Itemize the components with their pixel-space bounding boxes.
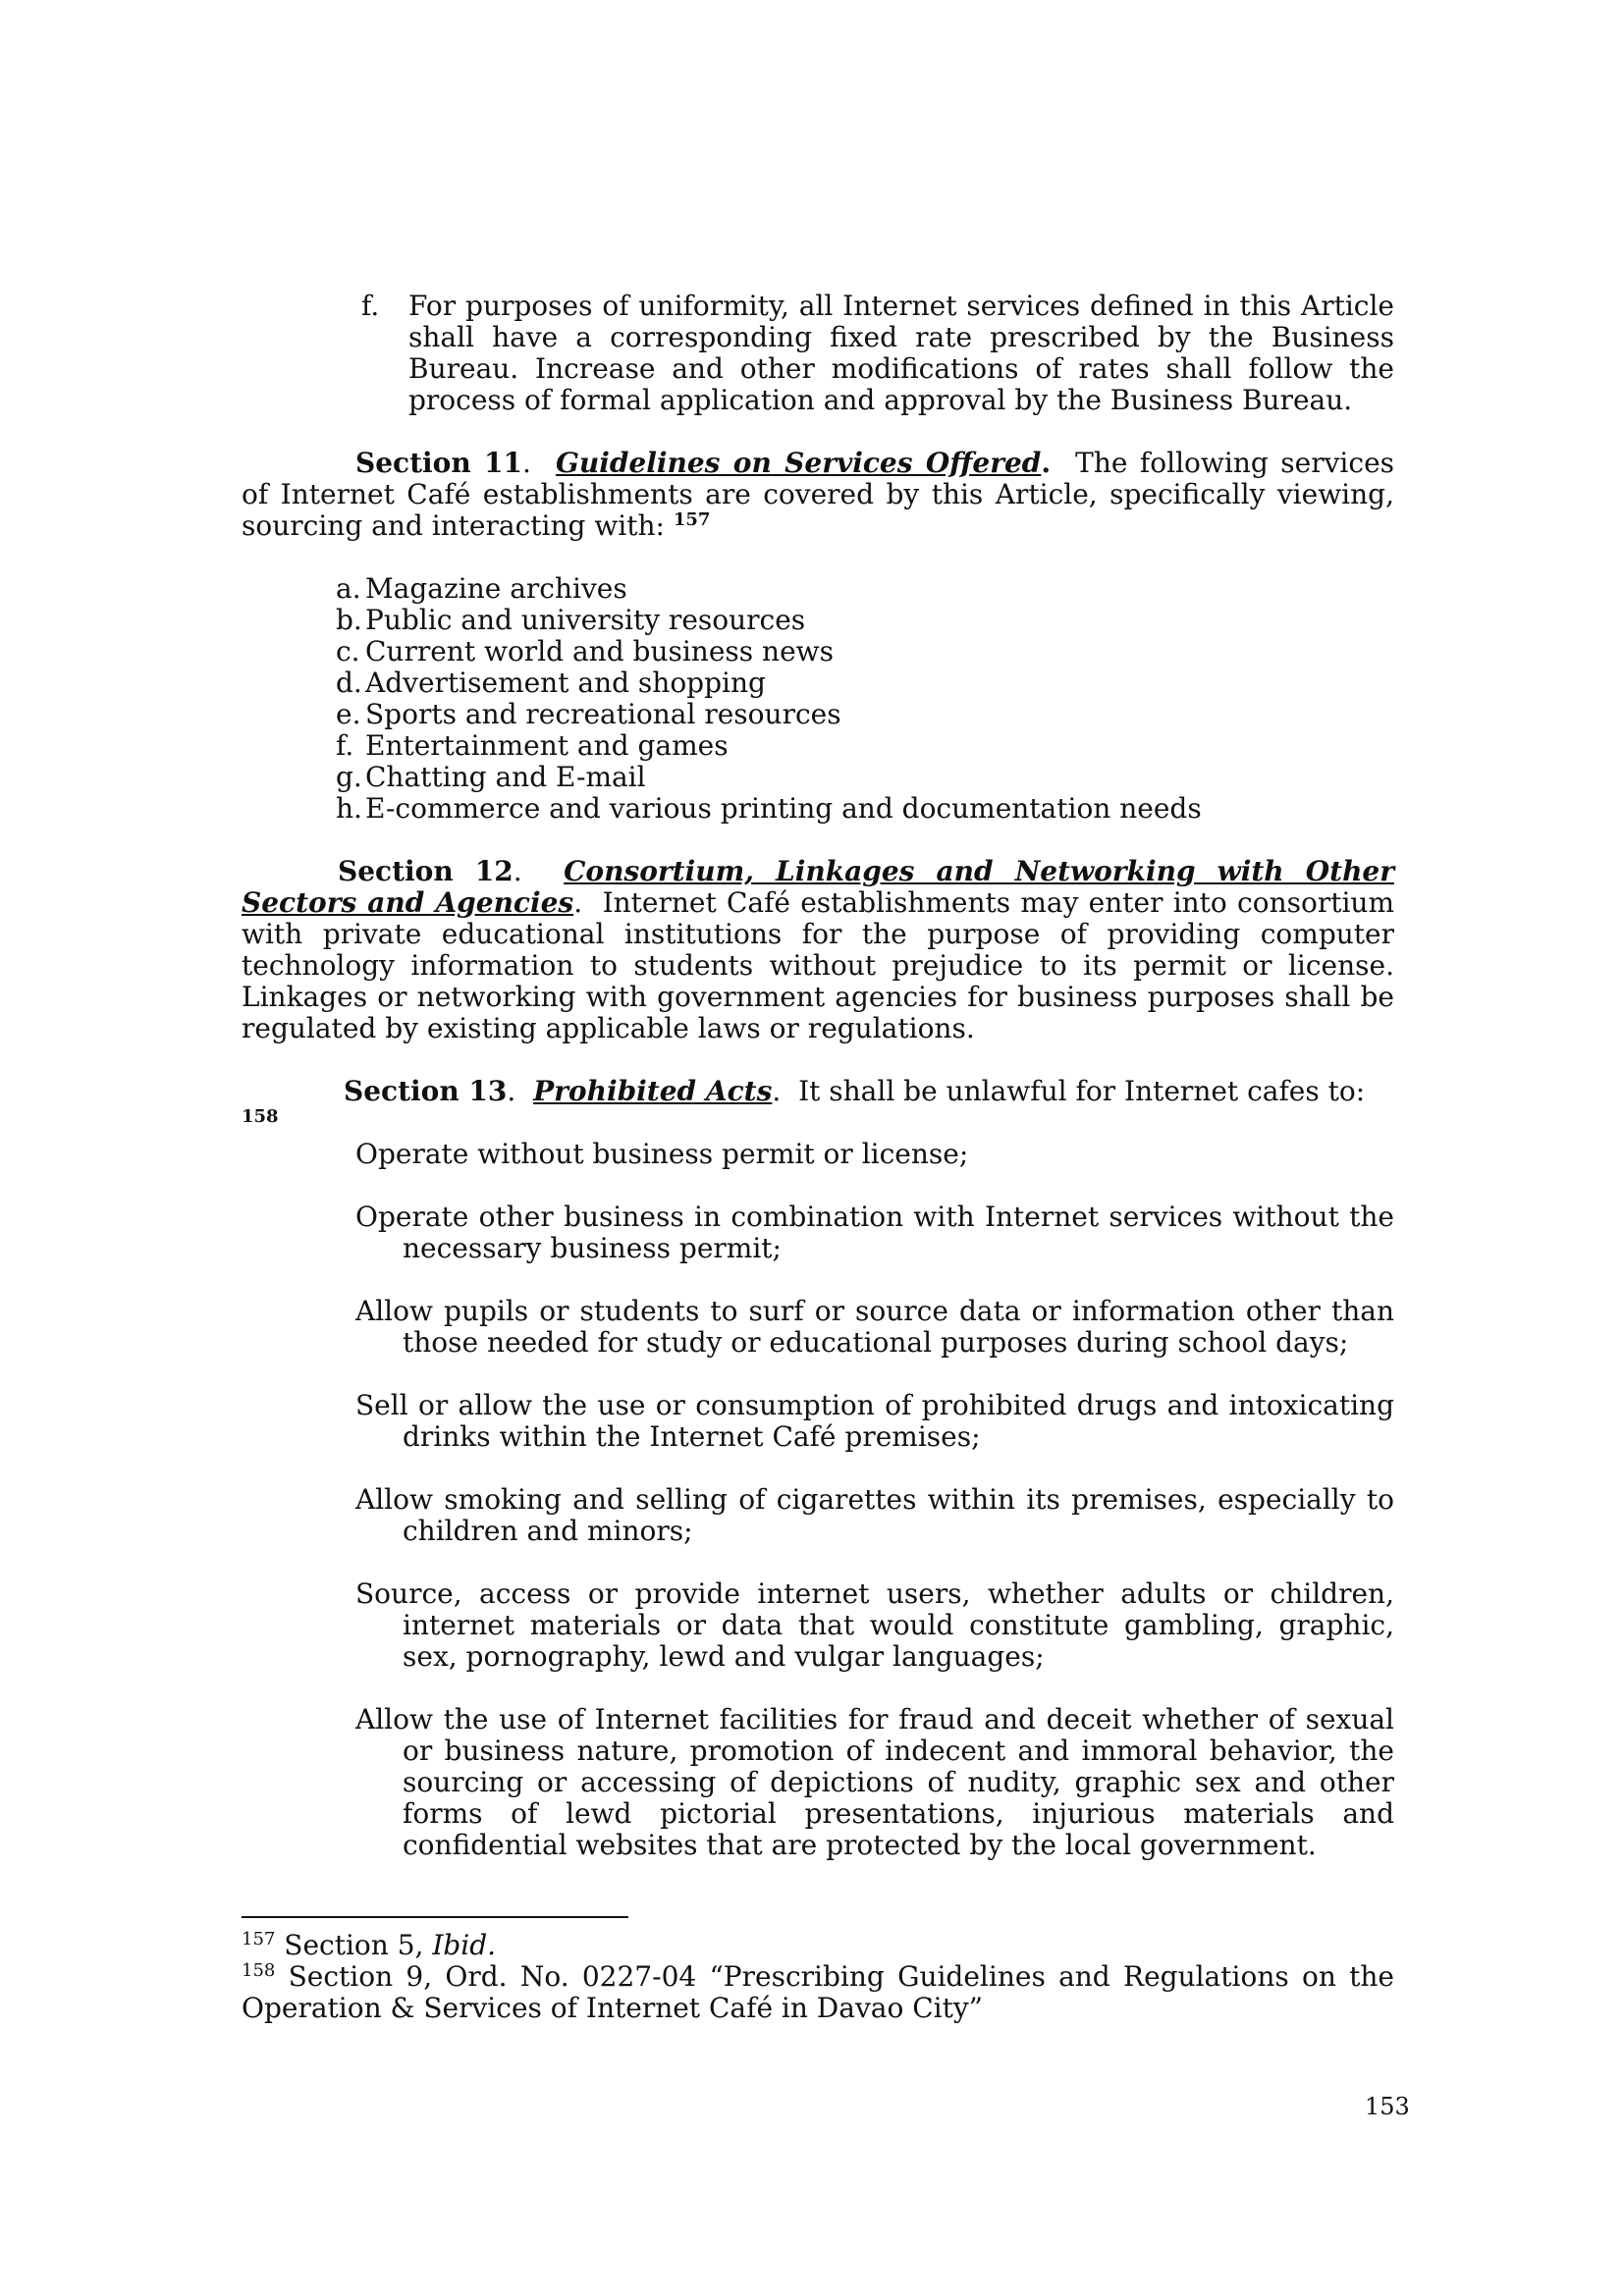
- services-list: [336, 573, 1394, 825]
- section-13-title: Prohibited Acts: [533, 1075, 773, 1107]
- section-12: Section 12. Consortium, Linkages and Networking with Other Sectors and Agencies. Internet Café establishments may enter into consortium with private educational institutions for the purpose of providing computer technology information to students without prejudice to its permit or license. Linkages or networking with government agencies for business purposes shall be regulated by existing applicable laws or regulations.: [242, 855, 1395, 1044]
- section-12-body: Internet Café establishments may enter into consortium with private educational institutions for the purpose of providing computer technology information to students without prejudice to its permit or license. Linkages or networking with government agencies for business purposes shall be regulated by existing applicable laws or regulations.: [242, 886, 1395, 1044]
- section-12-lead: Section 12: [338, 855, 514, 887]
- list-item: g. Chatting and E-mail: [336, 761, 646, 793]
- section-11-title: Guidelines on Services Offered: [555, 447, 1042, 479]
- section-11-body: The following services of Internet Café establishments are covered by this Article, specifically viewing, sourcing and interacting with:: [242, 447, 1395, 542]
- list-item: b. Public and university resources: [336, 604, 806, 636]
- list-item-label: f.: [361, 290, 380, 322]
- list-item: Allow pupils or students to surf or source data or information other than those needed for study or educational purposes during school days;: [355, 1295, 1394, 1359]
- list-item: h. E-commerce and various printing and documentation needs: [336, 792, 1202, 825]
- list-item: Sell or allow the use or consumption of prohibited drugs and intoxicating drinks within the Internet Café premises;: [355, 1389, 1394, 1453]
- footnote-ref-158: 158: [242, 1106, 279, 1127]
- list-item: d. Advertisement and shopping: [336, 667, 766, 699]
- footnote-157: $^{157}$ Section 5, Ibid.: [242, 1929, 497, 1961]
- list-item: Allow smoking and selling of cigarettes within its premises, especially to children and minors;: [355, 1483, 1394, 1547]
- list-item-text: For purposes of uniformity, all Internet services defined in this Article shall have a corresponding fixed rate prescribed by the Business Bureau. Increase and other modifications of rates shall follow the process of formal application and approval by the Business Bureau.: [408, 290, 1394, 416]
- section-12-title: Consortium, Linkages and Networking with Other Sectors and Agencies: [242, 855, 1394, 919]
- section-13: Section 13. Prohibited Acts. It shall be unlawful for Internet cafes to: $^{158}$: [242, 1075, 1366, 1127]
- section-13-body: It shall be unlawful for Internet cafes to:: [798, 1075, 1366, 1107]
- footnote-ref-157: 157: [673, 509, 711, 530]
- list-item: Source, access or provide internet users, whether adults or children, internet materials or data that would constitute gambling, graphic, sex, pornography, lewd and vulgar languages;: [355, 1577, 1394, 1673]
- list-item: f. Entertainment and games: [336, 729, 729, 762]
- section-11-lead: Section 11: [355, 447, 523, 479]
- list-item: Allow the use of Internet facilities for fraud and deceit whether of sexual or business nature, promotion of indecent and immoral behavior, the sourcing or accessing of depictions of nudity, graphic sex and other forms of lewd pictorial presentations, injurious materials and confidential websites that are protected by the local government.: [355, 1703, 1394, 1861]
- list-item: e. Sports and recreational resources: [336, 698, 841, 730]
- list-item: Operate without business permit or license;: [355, 1138, 969, 1170]
- footnote-divider: [242, 1916, 628, 1918]
- list-item: c. Current world and business news: [336, 635, 834, 667]
- list-item: a. Magazine archives: [336, 572, 627, 605]
- list-item: Operate other business in combination with Internet services without the necessary business permit;: [355, 1201, 1394, 1264]
- section-13-lead: Section 13: [344, 1075, 508, 1107]
- section-11: Section 11. Guidelines on Services Offered. The following services of Internet Café establishments are covered by this Article, specifically viewing, sourcing and interacting with: $^{157}$: [242, 447, 1395, 542]
- footnote-158: $^{158}$ Section 9, Ord. No. 0227-04 “Prescribing Guidelines and Regulations on the Operation & Services of Internet Café in Davao City”: [242, 1960, 1394, 2024]
- page-number: 153: [1365, 2093, 1410, 2120]
